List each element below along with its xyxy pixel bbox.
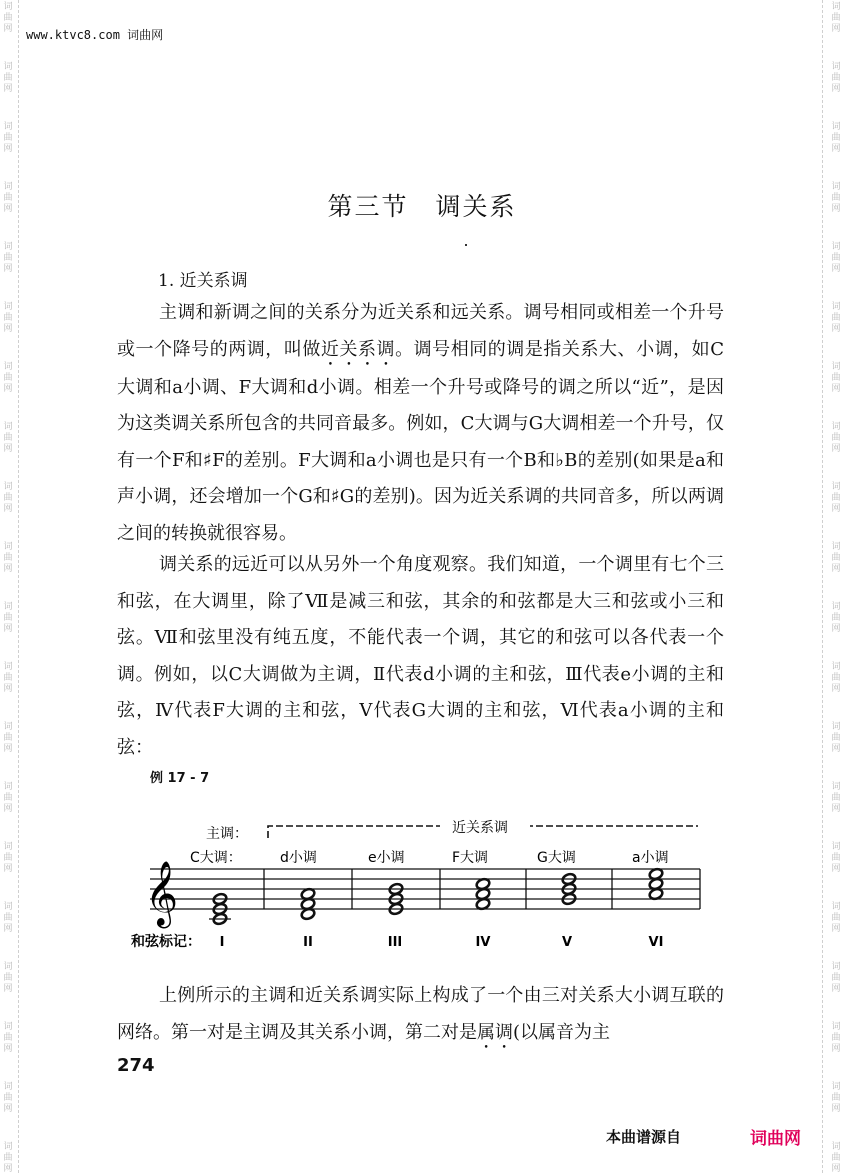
paragraph-1-after: 。调号相同的调是指关系大、小调，如C大调和a小调、F大调和d小调。相差一个升号或降号的调之所以“近”，是因为这类调关系所包含的共同音最多。例如，C大调与G大调相差一个升号，仅有一个F和♯F的差别。F大调和a小调也是只有一个B和♭B的差别(如果是a和声小调，还会增加一个G和♯G的差别)。因为近关系调的共同音多，所以两调之间的转换就很容易。: [117, 338, 724, 544]
key-label: a小调: [632, 850, 669, 866]
watermark-char: 曲: [3, 493, 13, 503]
page-number: 274: [117, 1055, 155, 1076]
footer-source-label: 本曲谱源自: [606, 1128, 682, 1146]
watermark-char: 词: [831, 362, 841, 372]
watermark-char: 网: [831, 564, 841, 574]
watermark-char: 网: [831, 684, 841, 694]
watermark-char: 网: [831, 204, 841, 214]
watermark-char: 词: [3, 722, 13, 732]
watermark-char: 曲: [831, 13, 841, 23]
watermark-char: 词: [3, 782, 13, 792]
roman-numeral: IV: [475, 935, 491, 950]
watermark-char: 曲: [3, 253, 13, 263]
watermark-char: 词: [831, 542, 841, 552]
watermark-char: 网: [831, 1164, 841, 1174]
watermark-char: 网: [831, 84, 841, 94]
watermark-char: 曲: [3, 133, 13, 143]
watermark-char: 网: [831, 624, 841, 634]
watermark-char: 曲: [831, 733, 841, 743]
staff: [150, 869, 700, 909]
treble-clef-icon: 𝄞: [145, 861, 179, 926]
watermark-char: 词: [3, 362, 13, 372]
watermark-char: 词: [831, 902, 841, 912]
watermark-char: 网: [3, 444, 13, 454]
watermark-char: 词: [3, 542, 13, 552]
watermark-char: 曲: [831, 553, 841, 563]
watermark-char: 网: [3, 984, 13, 994]
chord: [648, 867, 663, 900]
watermark-char: 词: [831, 302, 841, 312]
watermark-char: 网: [831, 924, 841, 934]
watermark-char: 曲: [3, 313, 13, 323]
watermark-char: 曲: [831, 193, 841, 203]
watermark-char: 曲: [3, 673, 13, 683]
watermark-char: 词: [831, 842, 841, 852]
watermark-char: 词: [3, 842, 13, 852]
watermark-char: 网: [3, 924, 13, 934]
watermark-char: 曲: [831, 973, 841, 983]
watermark-char: 词: [831, 62, 841, 72]
watermark-char: 曲: [3, 193, 13, 203]
watermark-char: 曲: [3, 1033, 13, 1043]
watermark-char: 词: [831, 422, 841, 432]
chord: [300, 887, 315, 920]
subheading: 1. 近关系调: [158, 271, 248, 291]
footer-site-link[interactable]: 词曲网: [750, 1129, 801, 1149]
watermark-char: 曲: [831, 433, 841, 443]
watermark-char: 曲: [3, 1153, 13, 1163]
emphasized-term-2: 属调: [477, 1021, 513, 1043]
watermark-char: 曲: [3, 913, 13, 923]
watermark-char: 曲: [3, 793, 13, 803]
watermark-char: 词: [3, 302, 13, 312]
roman-numeral: II: [303, 935, 313, 950]
watermark-char: 曲: [3, 13, 13, 23]
chord: [475, 877, 490, 910]
paragraph-2: 调关系的远近可以从另外一个角度观察。我们知道，一个调里有七个三和弦，在大调里，除了Ⅶ是减三和弦，其余的和弦都是大三和弦或小三和弦。Ⅶ和弦里没有纯五度，不能代表一个调，其它的和弦可以各代表一个调。例如，以C大调做为主调，Ⅱ代表d小调的主和弦，Ⅲ代表e小调的主和弦，Ⅳ代表F大调的主和弦，Ⅴ代表G大调的主和弦，Ⅵ代表a小调的主和弦：: [117, 554, 724, 758]
watermark-char: 网: [3, 384, 13, 394]
roman-numeral: V: [561, 935, 573, 950]
watermark-char: 网: [831, 384, 841, 394]
example-label: 例 17 - 7: [150, 771, 210, 786]
watermark-char: 词: [831, 1082, 841, 1092]
watermark-char: 网: [831, 24, 841, 34]
section-title: 第三节 调关系: [327, 192, 517, 221]
watermark-char: 词: [3, 422, 13, 432]
roman-numerals: [220, 935, 664, 950]
watermark-char: 网: [3, 864, 13, 874]
watermark-char: 网: [3, 84, 13, 94]
watermark-char: 曲: [831, 253, 841, 263]
watermark-char: 网: [831, 864, 841, 874]
watermark-char: 网: [3, 684, 13, 694]
watermark-char: 词: [3, 902, 13, 912]
watermark-char: 词: [3, 122, 13, 132]
watermark-char: 曲: [3, 733, 13, 743]
roman-numeral: III: [387, 935, 403, 950]
watermark-char: 曲: [3, 613, 13, 623]
watermark-char: 曲: [3, 553, 13, 563]
key-label: d小调: [280, 850, 317, 866]
paragraph-1-before: 主调和新调之间的关系分为近关系和远关系。调号相同或相差一个升号或一个降号的两调，叫做: [117, 302, 724, 360]
watermark-char: 曲: [831, 613, 841, 623]
watermark-char: 曲: [831, 73, 841, 83]
paragraph-3: [117, 978, 724, 1053]
watermark-char: 网: [3, 1044, 13, 1054]
roman-numeral: I: [219, 935, 225, 950]
watermark-char: 词: [831, 1022, 841, 1032]
watermark-char: 词: [831, 122, 841, 132]
watermark-char: 网: [831, 744, 841, 754]
watermark-char: 词: [831, 182, 841, 192]
watermark-char: 词: [3, 962, 13, 972]
watermark-char: 词: [3, 1082, 13, 1092]
watermark-char: 网: [831, 444, 841, 454]
watermark-char: 网: [3, 264, 13, 274]
watermark-char: 词: [3, 602, 13, 612]
watermark-char: 词: [3, 182, 13, 192]
watermark-char: 词: [831, 722, 841, 732]
watermark-char: 网: [3, 744, 13, 754]
watermark-char: 网: [831, 324, 841, 334]
watermark-char: 曲: [831, 673, 841, 683]
watermark-char: 词: [831, 1142, 841, 1152]
watermark-char: 网: [831, 504, 841, 514]
watermark-char: 词: [831, 482, 841, 492]
watermark-char: 词: [831, 602, 841, 612]
watermark-char: 网: [3, 24, 13, 34]
watermark-char: 词: [831, 782, 841, 792]
watermark-char: 网: [3, 144, 13, 154]
watermark-char: 词: [3, 482, 13, 492]
watermark-char: 网: [831, 1044, 841, 1054]
watermark-char: 曲: [3, 433, 13, 443]
emphasized-term: 近关系调: [320, 338, 396, 360]
watermark-char: 词: [831, 2, 841, 12]
watermark-char: 网: [3, 564, 13, 574]
paragraph-3-after: (以属音为主: [513, 1021, 611, 1043]
watermark-char: 网: [831, 264, 841, 274]
key-labels: [190, 849, 669, 866]
watermark-char: 网: [3, 204, 13, 214]
watermark-char: 词: [3, 2, 13, 12]
watermark-char: 网: [3, 504, 13, 514]
watermark-char: 曲: [831, 1153, 841, 1163]
watermark-char: 词: [831, 662, 841, 672]
key-label: e小调: [368, 850, 405, 866]
chords: [209, 867, 664, 925]
watermark-char: 曲: [831, 853, 841, 863]
watermark-char: 词: [831, 962, 841, 972]
watermark-char: 网: [3, 324, 13, 334]
key-label: F大调: [452, 850, 489, 866]
watermark-char: 词: [3, 1142, 13, 1152]
site-name[interactable]: 词曲网: [127, 28, 164, 42]
watermark-char: 词: [3, 62, 13, 72]
watermark-char: 曲: [831, 373, 841, 383]
watermark-char: 曲: [831, 913, 841, 923]
site-url[interactable]: www.ktvc8.com: [26, 28, 120, 42]
watermark-char: 曲: [831, 793, 841, 803]
watermark-char: 网: [3, 1164, 13, 1174]
watermark-char: 曲: [831, 1033, 841, 1043]
watermark-char: 网: [831, 804, 841, 814]
watermark-char: 词: [3, 1022, 13, 1032]
watermark-char: 网: [3, 1104, 13, 1114]
paragraph-3-before: 上例所示的主调和近关系调实际上构成了一个由三对关系大小调互联的网络。第一对是主调及其关系小调，第二对是: [117, 985, 724, 1043]
watermark-char: 曲: [831, 1093, 841, 1103]
key-label: G大调: [537, 850, 576, 866]
watermark-char: 词: [831, 242, 841, 252]
watermark-char: 曲: [831, 313, 841, 323]
watermark-char: 网: [831, 1104, 841, 1114]
watermark-char: 网: [3, 804, 13, 814]
watermark-char: 曲: [831, 493, 841, 503]
watermark-char: 词: [3, 662, 13, 672]
watermark-char: 网: [3, 624, 13, 634]
watermark-char: 曲: [3, 373, 13, 383]
watermark-char: 网: [831, 144, 841, 154]
watermark-char: 曲: [3, 1093, 13, 1103]
watermark-char: 曲: [831, 133, 841, 143]
watermark-char: 曲: [3, 853, 13, 863]
watermark-char: 曲: [3, 73, 13, 83]
watermark-char: 网: [831, 984, 841, 994]
watermark-char: 词: [3, 242, 13, 252]
watermark-char: 曲: [3, 973, 13, 983]
roman-numeral: VI: [648, 935, 664, 950]
key-label: C大调：: [190, 850, 242, 866]
main-key-label: 主调：: [206, 826, 248, 842]
chord-mark-label: 和弦标记：: [131, 934, 201, 950]
bracket-label: 近关系调: [452, 820, 508, 836]
